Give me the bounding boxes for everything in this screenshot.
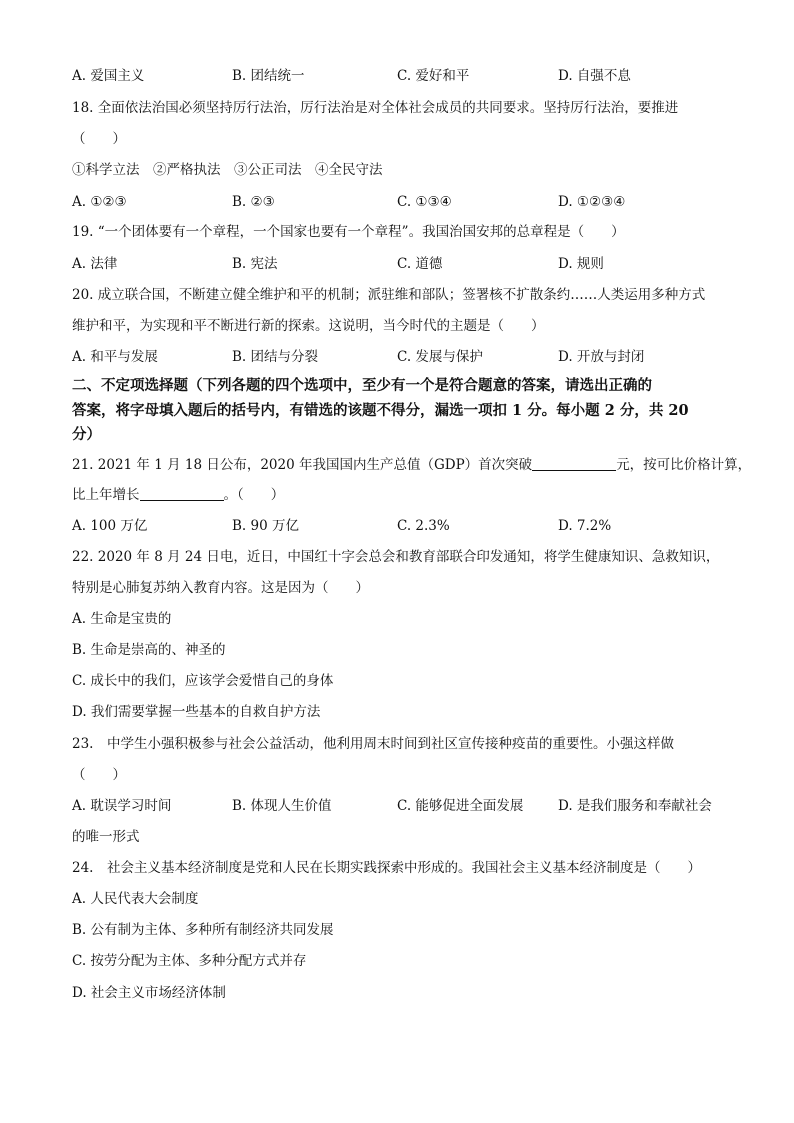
q24-stem: 24. 社会主义基本经济制度是党和人民在长期实践探索中形成的。我国社会主义基本经济制度是（ ）: [72, 860, 701, 876]
q20-stem-line1: 20. 成立联合国，不断建立健全维护和平的机制；派驻维和部队；签署核不扩散条约……人类运用多种方式: [72, 287, 706, 303]
q22-stem-line2: 特别是心肺复苏纳入教育内容。这是因为（ ）: [72, 580, 369, 596]
q21-stem-text-d: 。（ ）: [223, 487, 285, 503]
q22-option-b: B. 生命是崇高的、神圣的: [72, 642, 226, 658]
q24-option-c: C. 按劳分配为主体、多种分配方式并存: [72, 953, 307, 969]
q21-stem-text-c: 比上年增长: [72, 487, 140, 503]
q20-stem-line2: 维护和平，为实现和平不断进行新的探索。这说明，当今时代的主题是（ ）: [72, 318, 545, 334]
q22-option-a: A. 生命是宝贵的: [72, 611, 172, 627]
q23-options: [72, 796, 772, 816]
q21-stem-text-b: 元，按可比价格计算，: [616, 457, 752, 473]
q21-option-d: D. 7.2%: [558, 518, 612, 534]
q21-option-c: C. 2.3%: [397, 518, 450, 534]
q17-option-d: D. 自强不息: [558, 68, 631, 84]
q23-option-d: D. 是我们服务和奉献社会: [558, 798, 712, 814]
q23-option-c: C. 能够促进全面发展: [397, 798, 524, 814]
q24-option-d: D. 社会主义市场经济体制: [72, 985, 226, 1001]
q18-options: [72, 192, 772, 212]
q18-items: ①科学立法 ②严格执法 ③公正司法 ④全民守法: [72, 162, 383, 178]
q18-option-d: D. ①②③④: [558, 194, 626, 210]
q17-option-a: A. 爱国主义: [72, 68, 145, 84]
q19-option-b: B. 宪法: [232, 256, 278, 272]
q21-blank-1: [532, 456, 616, 471]
q23-option-a: A. 耽误学习时间: [72, 798, 172, 814]
q21-option-b: B. 90 万亿: [232, 518, 299, 534]
q22-option-c: C. 成长中的我们，应该学会爱惜自己的身体: [72, 673, 334, 689]
q24-option-a: A. 人民代表大会制度: [72, 891, 199, 907]
q22-stem-line1: 22. 2020 年 8 月 24 日电，近日，中国红十字会总会和教育部联合印发通知，将学生健康知识、急救知识，: [72, 549, 720, 565]
section2-heading-line2: 答案，将字母填入题后的括号内，有错选的该题不得分，漏选一项扣 1 分。每小题 2 分，共 20: [72, 402, 689, 419]
q20-option-c: C. 发展与保护: [397, 349, 483, 365]
q20-option-d: D. 开放与封闭: [558, 349, 645, 365]
q21-stem-line2: [72, 485, 754, 505]
q18-option-b: B. ②③: [232, 194, 275, 210]
q19-stem: 19. “一个团体要有一个章程，一个国家也要有一个章程”。我国治国安邦的总章程是（ ）: [72, 224, 625, 240]
q18-stem-line1: 18. 全面依法治国必须坚持厉行法治，厉行法治是对全体社会成员的共同要求。坚持厉行法治，要推进: [72, 100, 679, 116]
q23-option-d-continuation: 的唯一形式: [72, 829, 140, 845]
q17-option-b: B. 团结统一: [232, 68, 305, 84]
q23-stem-line2: （ ）: [72, 767, 126, 783]
q21-blank-2: [140, 486, 224, 501]
q24-option-b: B. 公有制为主体、多种所有制经济共同发展: [72, 922, 334, 938]
q17-option-c: C. 爱好和平: [397, 68, 470, 84]
section2-heading-line3: 分）: [72, 426, 101, 443]
q18-stem-line2: （ ）: [72, 131, 126, 147]
q19-option-d: D. 规则: [558, 256, 604, 272]
q21-option-a: A. 100 万亿: [72, 518, 148, 534]
q21-stem-line1: [72, 455, 754, 475]
q17-options: [72, 66, 772, 86]
q19-option-a: A. 法律: [72, 256, 118, 272]
section2-heading-line1: 二、不定项选择题（下列各题的四个选项中，至少有一个是符合题意的答案，请选出正确的: [72, 377, 652, 394]
q23-stem-line1: 23. 中学生小强积极参与社会公益活动，他利用周末时间到社区宣传接种疫苗的重要性。小强这样做: [72, 736, 674, 752]
q23-option-b: B. 体现人生价值: [232, 798, 332, 814]
q21-stem-text-a: 21. 2021 年 1 月 18 日公布，2020 年我国国内生产总值（GDP）首次突破: [72, 457, 533, 473]
q21-options: [72, 516, 772, 536]
q20-options: [72, 347, 772, 367]
q19-option-c: C. 道德: [397, 256, 443, 272]
q18-option-a: A. ①②③: [72, 194, 127, 210]
q19-options: [72, 254, 772, 274]
q20-option-a: A. 和平与发展: [72, 349, 158, 365]
q18-option-c: C. ①③④: [397, 194, 452, 210]
q22-option-d: D. 我们需要掌握一些基本的自救自护方法: [72, 704, 321, 720]
q20-option-b: B. 团结与分裂: [232, 349, 319, 365]
